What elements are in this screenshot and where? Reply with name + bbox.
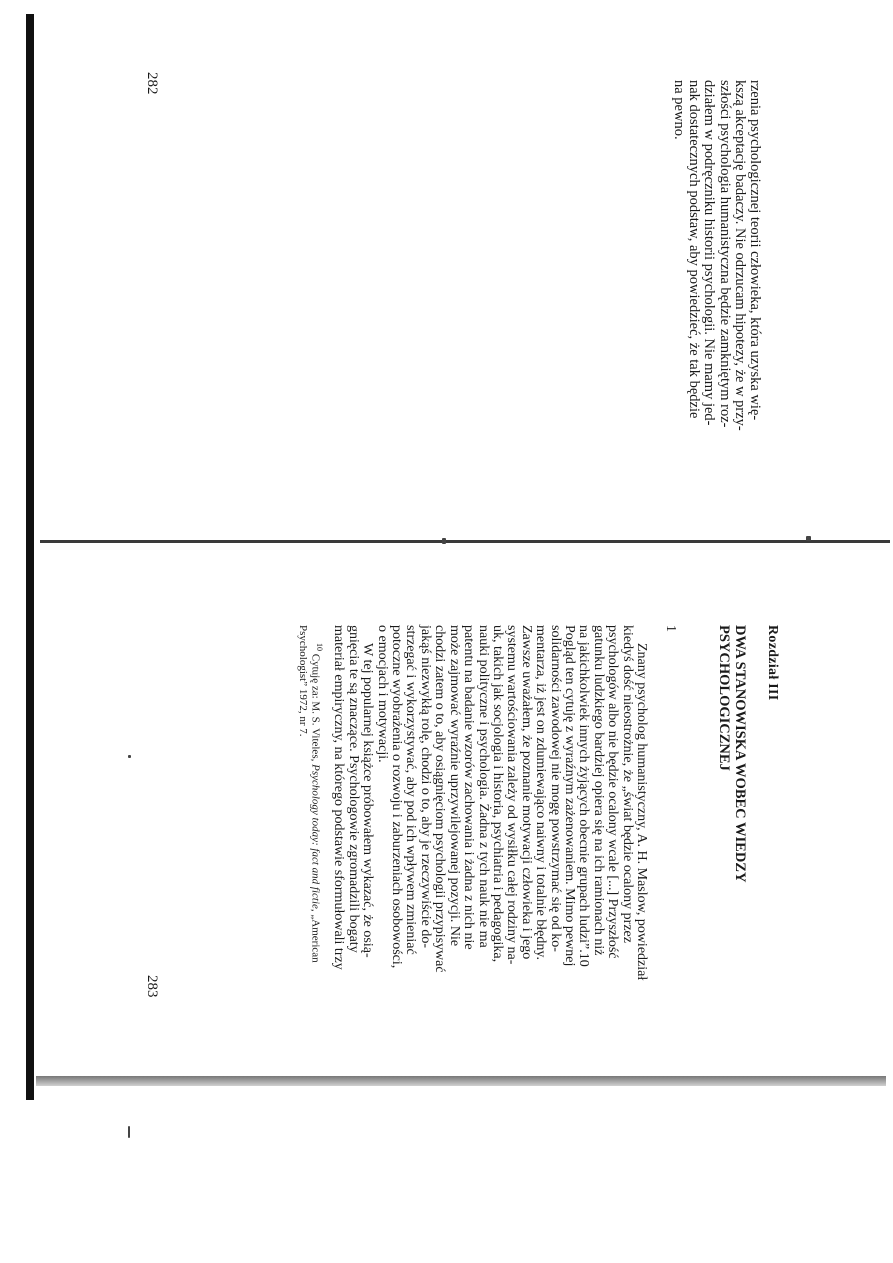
footnote <box>296 625 325 1025</box>
chapter-title-line: PSYCHOLOGICZNEJ <box>716 625 732 771</box>
right-page-text <box>296 625 780 1025</box>
scan-speck <box>442 538 446 544</box>
text-line: gnięcia te są znaczące. Psychologowie zgromadzili bogaty <box>345 625 361 953</box>
text-line: nak dostatecznych podstaw, aby powiedzieć, że tak będzie <box>686 80 703 419</box>
text-line: strzegać i wykorzystywać, aby pod ich wpływem zmieniać <box>403 625 419 955</box>
text-line: na jakichkolwiek innych żyjących obecnie grupach ludzi”.10 <box>576 625 592 967</box>
text-line: na pewno. <box>670 80 687 140</box>
footnote-source-title: Psychology today: fact and fictie <box>309 764 322 909</box>
text-line: jakąś niezwykłą rolę, chodzi o to, aby je rzeczywiście do- <box>417 625 433 949</box>
chapter-title-line: DWA STANOWISKA WOBEC WIEDZY <box>732 625 748 883</box>
text-line: rzenia psychologicznej teorii człowieka, która uzyska wię- <box>747 80 763 421</box>
text-line: szłości psychologia humanistyczna będzie zamkniętym roz- <box>716 80 733 428</box>
text-line: Znany psycholog humanistyczny, A. H. Maslow, powiedział <box>634 643 649 981</box>
text-line: działem w podręczniku historii psychologii. Nie mamy jed- <box>701 80 718 426</box>
page-number-right: 283 <box>144 975 160 998</box>
section-number: 1 <box>663 625 678 632</box>
text-line: materiał empiryczny, na którego podstawie sformułowali trzy <box>331 625 347 970</box>
text-line: nauki polityczne i psychologia. Żadna z tych nauk nie ma <box>475 625 491 948</box>
scan-speck <box>806 536 811 541</box>
text-line: potoczne wyobrażenia o rozwoju i zaburzeniach osobowości, <box>389 625 405 969</box>
text-line: solidarności zawodowej nie mogę powstrzymać się od ko- <box>547 625 563 952</box>
body-text <box>331 625 648 1025</box>
left-page-text <box>671 80 762 520</box>
text-line: psychologów albo nie będzie ocalony wcale [...] Przyszłość <box>605 625 621 959</box>
text-line: W tej popularnej książce próbowałem wykazać, że osią- <box>360 643 376 958</box>
text-line: o emocjach i motywacji. <box>374 625 390 763</box>
footnote-line <box>309 625 325 1025</box>
text-line: chodzi zatem o to, aby osiągnięciom psychologii przypisywać <box>432 625 448 973</box>
scan-speck <box>128 1126 130 1138</box>
text-line: Zawsze uważałem, że poznanie motywacji człowieka i jego <box>518 625 534 960</box>
text-line: systemu wartościowania zależy od wysiłku całej rodziny na- <box>504 625 520 965</box>
footnote-text: Cytuję za: M. S. Viteles, <box>309 653 322 765</box>
scan-shadow-bottom-edge <box>36 1076 886 1086</box>
footnote-line: Psychologist” 1972, nr 7. <box>296 625 309 737</box>
text-line: kszą akceptację badaczy. Nie odrzucam hipotezy, że w przy- <box>731 80 748 431</box>
footnote-marker: 10 <box>315 643 325 651</box>
page-fold-divider <box>40 540 890 543</box>
footnote-text: , „American <box>309 908 322 963</box>
chapter-title <box>716 625 748 1025</box>
text-line: może zajmować wyraźnie uprzywilejowanej pozycji. Nie <box>446 625 462 947</box>
text-line: Pogląd ten cytuję z wyraźnym zażenowaniem. Mimo pewnej <box>561 625 577 967</box>
text-line: gatunku ludzkiego bardziej opiera się na ich ramionach niż <box>590 625 606 956</box>
text-line: kiedyś dość nieostrożnie, że „świat będzie ocalony przez <box>619 625 635 943</box>
text-line: uk, takich jak socjologia i historia, psychiatria i pedagogika, <box>489 625 505 963</box>
scan-speck <box>128 755 131 758</box>
scan-shadow-left-edge <box>26 14 34 1100</box>
page-number-left: 282 <box>144 72 160 95</box>
text-line: patentu na badanie wzorów zachowania i żadna z nich nie <box>461 625 477 950</box>
text-line: mentarza, iż jest on zdumiewająco naiwny i totalnie błędny. <box>533 625 549 960</box>
chapter-label: Rozdział III <box>765 625 780 701</box>
